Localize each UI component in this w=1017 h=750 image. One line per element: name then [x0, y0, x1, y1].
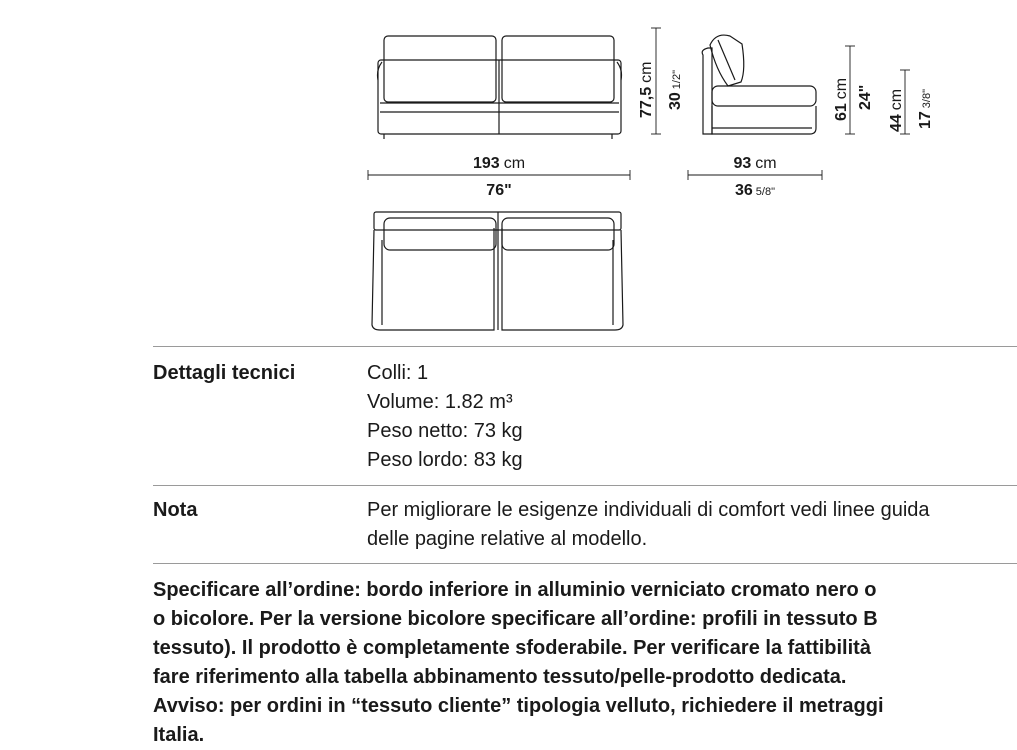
seat-height-in-label: 173/8" [917, 89, 934, 129]
back-height-in-label: 24" [857, 84, 874, 110]
volume-value: Volume: 1.82 m³ [367, 391, 513, 413]
notice-line-5: Avviso: per ordini in “tessuto cliente” tipologia velluto, richiedere il metraggi [153, 695, 884, 717]
order-specification-notice [153, 576, 1017, 750]
height-cm-label: 77,5cm [638, 61, 655, 118]
note-line-2: delle pagine relative al modello. [367, 528, 648, 550]
depth-in-label: 36 5/8" [735, 182, 775, 199]
gross-weight-value: Peso lordo: 83 kg [367, 449, 523, 471]
notice-line-4: fare riferimento alla tabella abbinamento tessuto/pelle-prodotto dedicata. [153, 666, 847, 688]
width-in-label: 76" [486, 182, 512, 199]
front-view-drawing [378, 36, 622, 139]
back-height-cm-label: 61cm [833, 77, 850, 121]
technical-details-label: Dettagli tecnici [153, 362, 296, 384]
divider-top [153, 346, 1017, 347]
notice-line-1: Specificare all’ordine: bordo inferiore in alluminio verniciato cromato nero o [153, 579, 877, 601]
divider-bottom [153, 563, 1017, 564]
divider-middle [153, 485, 1017, 486]
notice-line-3: tessuto). Il prodotto è completamente sfoderabile. Per verificare la fattibilità [153, 637, 871, 659]
seat-height-cm-label: 44cm [888, 88, 905, 132]
depth-cm-label: 93 cm [733, 155, 777, 172]
note-line-1: Per migliorare le esigenze individuali di comfort vedi linee guida [367, 499, 930, 521]
height-in-label: 301/2" [667, 70, 684, 110]
note-text [367, 496, 930, 554]
top-view-drawing [372, 212, 623, 330]
technical-details-values [367, 359, 523, 475]
sofa-technical-drawings [0, 0, 1017, 345]
width-cm-label: 193 cm [472, 155, 526, 172]
net-weight-value: Peso netto: 73 kg [367, 420, 523, 442]
notice-line-6: Italia. [153, 724, 205, 746]
packages-count: Colli: 1 [367, 362, 429, 384]
notice-line-2: o bicolore. Per la versione bicolore specificare all’ordine: profili in tessuto B [153, 608, 878, 630]
note-label: Nota [153, 499, 198, 521]
side-view-drawing [702, 35, 816, 134]
